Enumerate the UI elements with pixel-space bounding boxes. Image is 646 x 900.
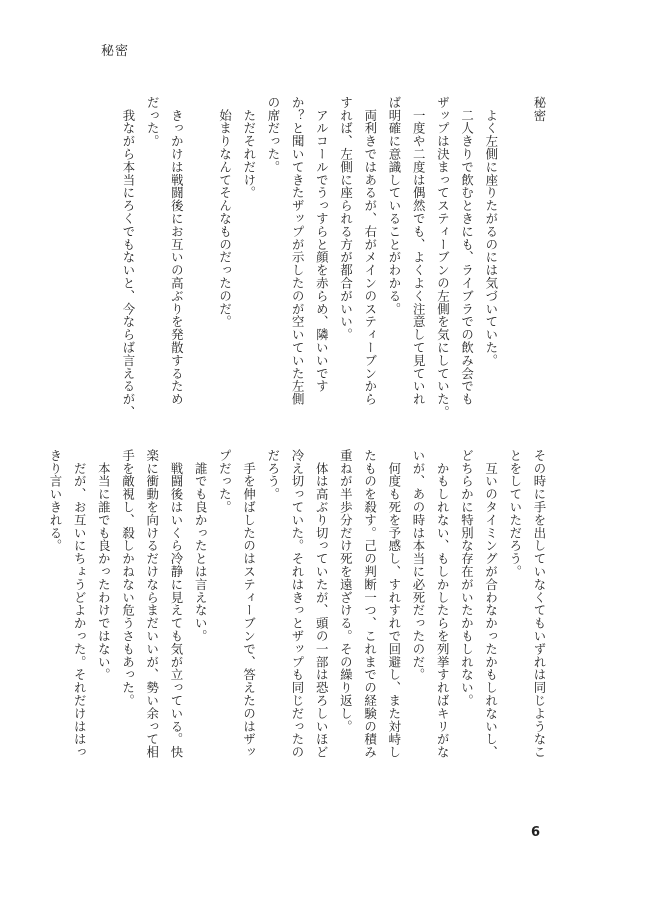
text-line — [503, 96, 527, 446]
text-line: よく左側に座りたがるのには気づいていた。 — [483, 96, 499, 367]
text-line: だった。 — [145, 96, 161, 148]
text-line: 始まりなんてそんなものだったのだ。 — [217, 96, 233, 329]
text-line: か？と聞いてきたザップが示したのが空いていた左側 — [290, 96, 306, 406]
text-line: 互いのタイミングが合わなかったかもしれないし、 — [483, 449, 499, 759]
text-line: 一度や二度は偶然でも、よくよく注意して見ていれ — [411, 96, 427, 406]
text-line: 手を伸ばしたのはスティーブンで、答えたのはザッ — [241, 449, 257, 759]
text-line: 楽に衝動を向けるだけならまだいいが、勢い余って相 — [144, 449, 160, 759]
text-line: 誰でも良かったとは言えない。 — [193, 449, 209, 643]
text-line: きり言いきれる。 — [47, 449, 63, 553]
text-block-lower — [47, 449, 551, 799]
text-block-upper — [111, 96, 551, 446]
text-line: 本当に誰でも良かったわけではない。 — [96, 449, 112, 682]
text-line: プだった。 — [217, 449, 233, 514]
text-line: その時に手を出していなくてもいずれは同じようなこ — [532, 449, 547, 759]
text-line: 手を敵視し、殺しかねない危うさもあった。 — [120, 449, 136, 707]
text-line: 両利きではあるが、右がメインのスティーブンから — [362, 96, 378, 406]
text-line: アルコールでうっすらと顔を赤らめ、隣いいです — [314, 96, 330, 393]
text-line: だろう。 — [265, 449, 281, 501]
text-line: 二人きりで飲むときにも、ライブラでの飲み会でも — [459, 96, 475, 406]
text-line: 重ねが半歩分だけ死を遠ざける。その繰り返し。 — [338, 449, 354, 733]
text-line: とをしていただろう。 — [507, 449, 523, 578]
text-line: ただそれだけ。 — [241, 96, 257, 200]
text-line: 秘密 — [532, 96, 547, 122]
text-line: きっかけは戦闘後にお互いの高ぶりを発散するため — [169, 96, 185, 406]
text-line: 体は高ぶり切っていたが、頭の一部は恐ろしいほど — [314, 449, 330, 759]
text-line: だが、お互いにちょうどよかった。それだけははっ — [72, 449, 88, 759]
text-line: ば明確に意識していることがわかる。 — [386, 96, 402, 316]
page-number: 6 — [531, 825, 541, 840]
text-line: 何度も死を予感し、すれすれで回避し、また対峙し — [386, 449, 402, 759]
text-line: ザップは決まってスティーブンの左側を気にしていた。 — [435, 96, 451, 419]
text-line: すれば、左側に座られる方が都合がいい。 — [338, 96, 354, 342]
text-line: 冷え切っていた。それはきっとザップも同じだったの — [289, 449, 305, 759]
text-line: どちらかに特別な存在がいたかもしれない。 — [459, 449, 475, 707]
text-line — [188, 96, 212, 446]
text-line: かもしれない、もしかしたらを列挙すればキリがな — [435, 449, 451, 759]
text-line: いが、あの時は本当に必死だったのだ。 — [410, 449, 426, 682]
text-line: の席だった。 — [265, 96, 281, 174]
running-header: 秘密 — [101, 44, 130, 59]
text-line: 戦闘後はいくら冷静に見えても気が立っている。快 — [168, 449, 184, 759]
text-line: たものを殺す。己の判断一つ、これまでの経験の積み — [362, 449, 378, 759]
text-line: 我ながら本当にろくでもないと、今ならば言えるが、 — [120, 96, 136, 419]
